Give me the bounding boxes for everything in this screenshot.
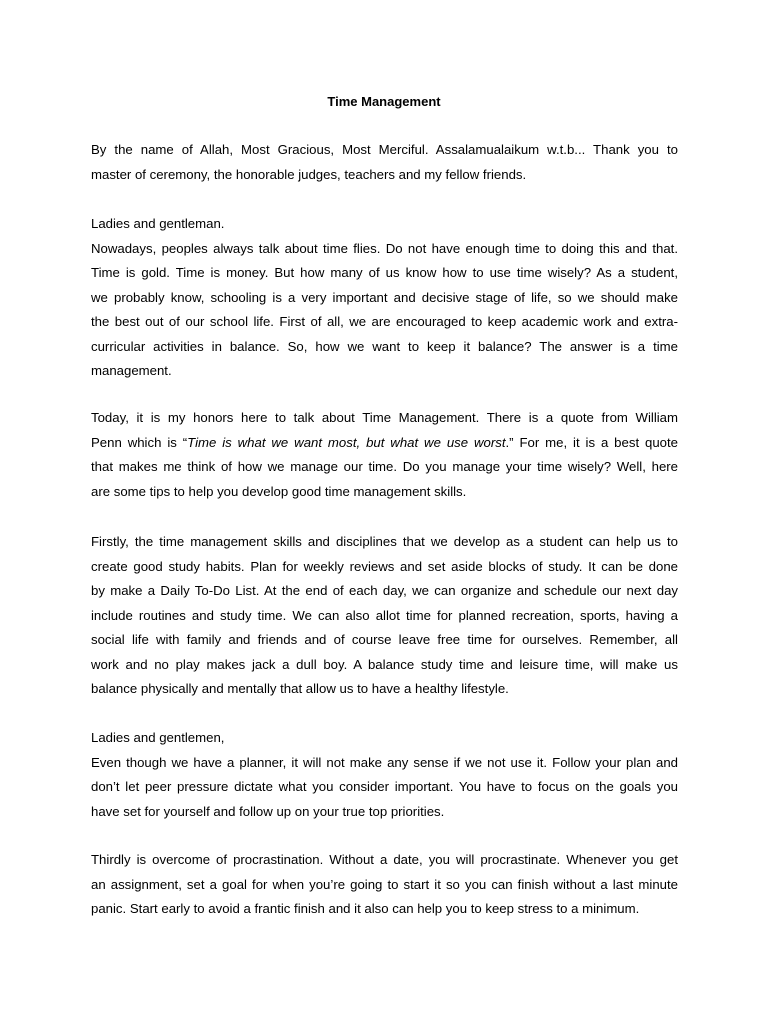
text-line: create good study habits. Plan for weekly reviews and set aside blocks of study. It can be done: [91, 558, 678, 574]
text-line: Nowadays, peoples always talk about time flies. Do not have enough time to doing this and that.: [91, 240, 678, 256]
text-line: the best out of our school life. First of all, we are encouraged to keep academic work and extra-: [91, 314, 678, 329]
text-line: Thirdly is overcome of procrastination. Without a date, you will procrastinate. Whenever you get: [91, 852, 678, 867]
text-line: by make a Daily To-Do List. At the end of each day, we can organize and schedule our next day: [91, 583, 678, 598]
text-line: master of ceremony, the honorable judges, teachers and my fellow friends.: [91, 166, 527, 182]
text-line: By the name of Allah, Most Gracious, Most Merciful. Assalamualaikum w.t.b... Thank you to: [91, 142, 678, 157]
text-line: Time is gold. Time is money. But how many of us know how to use time wisely? As a student,: [91, 265, 678, 280]
text-line: we probably know, schooling is a very important and decisive stage of life, so we should make: [91, 289, 678, 305]
text-line: Firstly, the time management skills and disciplines that we develop as a student can help us to: [91, 534, 678, 549]
text-line: social life with family and friends and of course leave free time for ourselves. Remember, all: [91, 632, 678, 647]
text-line: are some tips to help you develop good time management skills.: [91, 483, 467, 499]
text-line: Ladies and gentlemen,: [91, 730, 225, 745]
paragraph-planner: [91, 726, 678, 824]
text-line: an assignment, set a goal for when you’re going to start it so you can finish without a last minute: [91, 876, 678, 892]
text-line: that makes me think of how we manage our time. Do you manage your time wisely? Well, here: [91, 459, 678, 474]
text-line: management.: [91, 363, 172, 378]
text-segment: Penn which is “: [91, 434, 188, 450]
paragraph-quote: [91, 406, 678, 504]
text-line: don’t let peer pressure dictate what you consider important. You have to focus on the goals you: [91, 779, 678, 794]
text-line: Today, it is my honors here to talk about Time Management. There is a quote from William: [91, 410, 678, 425]
text-segment: .” For me, it is a best quote: [505, 434, 679, 450]
paragraph-procrastination: [91, 848, 678, 922]
text-line: Ladies and gentleman.: [91, 216, 225, 231]
text-line: Even though we have a planner, it will not make any sense if we not use it. Follow your plan and: [91, 754, 678, 770]
document-title: Time Management: [327, 94, 441, 109]
william-penn-quote: Time is what we want most, but what we use worst: [187, 434, 506, 450]
text-line: include routines and study time. We can also allot time for planned recreation, sports, having a: [91, 607, 678, 623]
text-line: curricular activities in balance. So, how we want to keep it balance? The answer is a time: [91, 338, 678, 354]
text-line: work and no play makes jack a dull boy. A balance study time and leisure time, will make us: [91, 656, 678, 672]
text-line: have set for yourself and follow up on your true top priorities.: [91, 803, 445, 819]
text-line: panic. Start early to avoid a frantic finish and it also can help you to keep stress to a minimum.: [91, 901, 640, 916]
paragraph-study-habits: [91, 530, 678, 702]
text-line: [91, 431, 678, 456]
text-line: balance physically and mentally that allow us to have a healthy lifestyle.: [91, 681, 509, 696]
paragraph-introduction: [91, 212, 678, 384]
paragraph-greeting: [91, 138, 678, 187]
